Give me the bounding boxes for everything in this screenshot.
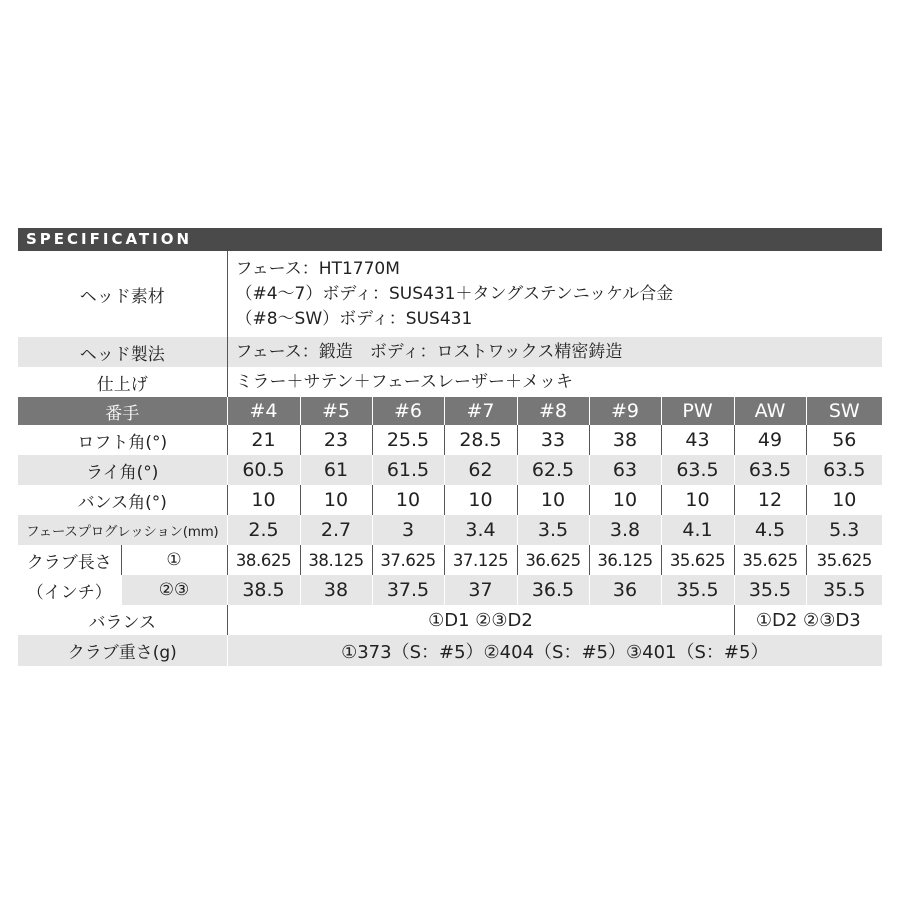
progression-value: 4.5	[734, 515, 806, 545]
loft-value: 23	[300, 425, 372, 455]
length-value: 37.5	[372, 575, 444, 605]
balance-label: バランス	[18, 605, 227, 635]
bounce-value: 12	[734, 485, 806, 515]
lie-value: 61.5	[372, 455, 444, 485]
loft-value: 49	[734, 425, 806, 455]
length-value: 37.125	[444, 545, 517, 575]
row-finish	[18, 367, 882, 397]
length-value: 36.625	[517, 545, 589, 575]
length-value: 36.125	[589, 545, 661, 575]
length-value: 38.625	[227, 545, 300, 575]
head-material-label: ヘッド素材	[18, 251, 227, 337]
head-material-value	[227, 251, 882, 337]
row-balance	[18, 605, 882, 635]
head-method-value: フェース：鍛造 ボディ：ロストワックス精密鋳造	[227, 337, 882, 367]
length-value: 36	[589, 575, 661, 605]
specification-title: SPECIFICATION	[18, 228, 882, 251]
progression-value: 3.8	[589, 515, 661, 545]
length-value: 35.5	[806, 575, 882, 605]
row-face-progression	[18, 515, 882, 545]
row-lie	[18, 455, 882, 485]
balance-value-main: ①D1 ②③D2	[227, 605, 734, 635]
length-value: 35.5	[734, 575, 806, 605]
loft-value: 56	[806, 425, 882, 455]
club-length-label: クラブ長さ	[18, 545, 121, 575]
head-material-line-3: （#8～SW）ボディ：SUS431	[235, 308, 473, 329]
length-value: 37.625	[372, 545, 444, 575]
length-value: 35.625	[806, 545, 882, 575]
bounce-value: 10	[517, 485, 589, 515]
club-number: #6	[372, 397, 444, 425]
length-value: 38	[300, 575, 372, 605]
row-head-method	[18, 337, 882, 367]
bounce-value: 10	[589, 485, 661, 515]
club-number: AW	[734, 397, 806, 425]
club-weight-label: クラブ重さ(g)	[18, 635, 227, 666]
club-number: #4	[227, 397, 300, 425]
length-value: 35.625	[734, 545, 806, 575]
loft-label: ロフト角(°)	[18, 425, 227, 455]
progression-value: 2.7	[300, 515, 372, 545]
lie-value: 62	[444, 455, 517, 485]
progression-value: 5.3	[806, 515, 882, 545]
club-length-unit-label: （インチ）	[18, 575, 121, 605]
progression-value: 3.4	[444, 515, 517, 545]
row-head-material	[18, 251, 882, 337]
lie-value: 63.5	[806, 455, 882, 485]
face-progression-label: フェースプログレッション(mm)	[18, 515, 227, 545]
club-weight-value: ①373（S：#5）②404（S：#5）③401（S：#5）	[227, 635, 882, 666]
bounce-label: バンス角(°)	[18, 485, 227, 515]
head-method-label: ヘッド製法	[18, 337, 227, 367]
bounce-value: 10	[444, 485, 517, 515]
row-bounce	[18, 485, 882, 515]
spec-table	[18, 251, 882, 666]
lie-value: 63.5	[734, 455, 806, 485]
progression-value: 3.5	[517, 515, 589, 545]
row-club-numbers	[18, 397, 882, 425]
length-value: 38.5	[227, 575, 300, 605]
lie-value: 62.5	[517, 455, 589, 485]
row-club-length-2	[18, 575, 882, 605]
bounce-value: 10	[300, 485, 372, 515]
row-club-length-1	[18, 545, 882, 575]
lie-value: 63.5	[661, 455, 734, 485]
loft-value: 25.5	[372, 425, 444, 455]
club-number: #9	[589, 397, 661, 425]
club-number: PW	[661, 397, 734, 425]
length-value: 35.5	[661, 575, 734, 605]
club-number-label: 番手	[18, 397, 227, 425]
bounce-value: 10	[227, 485, 300, 515]
bounce-value: 10	[661, 485, 734, 515]
length-value: 37	[444, 575, 517, 605]
length-value: 36.5	[517, 575, 589, 605]
head-material-line-2: （#4～7）ボディ：SUS431＋タングステンニッケル合金	[235, 283, 674, 304]
progression-value: 2.5	[227, 515, 300, 545]
club-length-sub-1: ①	[121, 545, 227, 575]
length-value: 38.125	[300, 545, 372, 575]
loft-value: 38	[589, 425, 661, 455]
club-number: SW	[806, 397, 882, 425]
progression-value: 3	[372, 515, 444, 545]
finish-label: 仕上げ	[18, 367, 227, 397]
specification-panel	[18, 228, 882, 666]
club-length-sub-2: ②③	[121, 575, 227, 605]
row-loft	[18, 425, 882, 455]
loft-value: 28.5	[444, 425, 517, 455]
loft-value: 43	[661, 425, 734, 455]
club-number: #8	[517, 397, 589, 425]
length-value: 35.625	[661, 545, 734, 575]
lie-value: 63	[589, 455, 661, 485]
lie-value: 60.5	[227, 455, 300, 485]
bounce-value: 10	[372, 485, 444, 515]
bounce-value: 10	[806, 485, 882, 515]
loft-value: 33	[517, 425, 589, 455]
head-material-line-1: フェース：HT1770M	[235, 258, 400, 279]
row-club-weight	[18, 635, 882, 666]
loft-value: 21	[227, 425, 300, 455]
progression-value: 4.1	[661, 515, 734, 545]
club-number: #5	[300, 397, 372, 425]
lie-value: 61	[300, 455, 372, 485]
finish-value: ミラー＋サテン＋フェースレーザー＋メッキ	[227, 367, 882, 397]
lie-label: ライ角(°)	[18, 455, 227, 485]
club-number: #7	[444, 397, 517, 425]
balance-value-wedge: ①D2 ②③D3	[734, 605, 882, 635]
